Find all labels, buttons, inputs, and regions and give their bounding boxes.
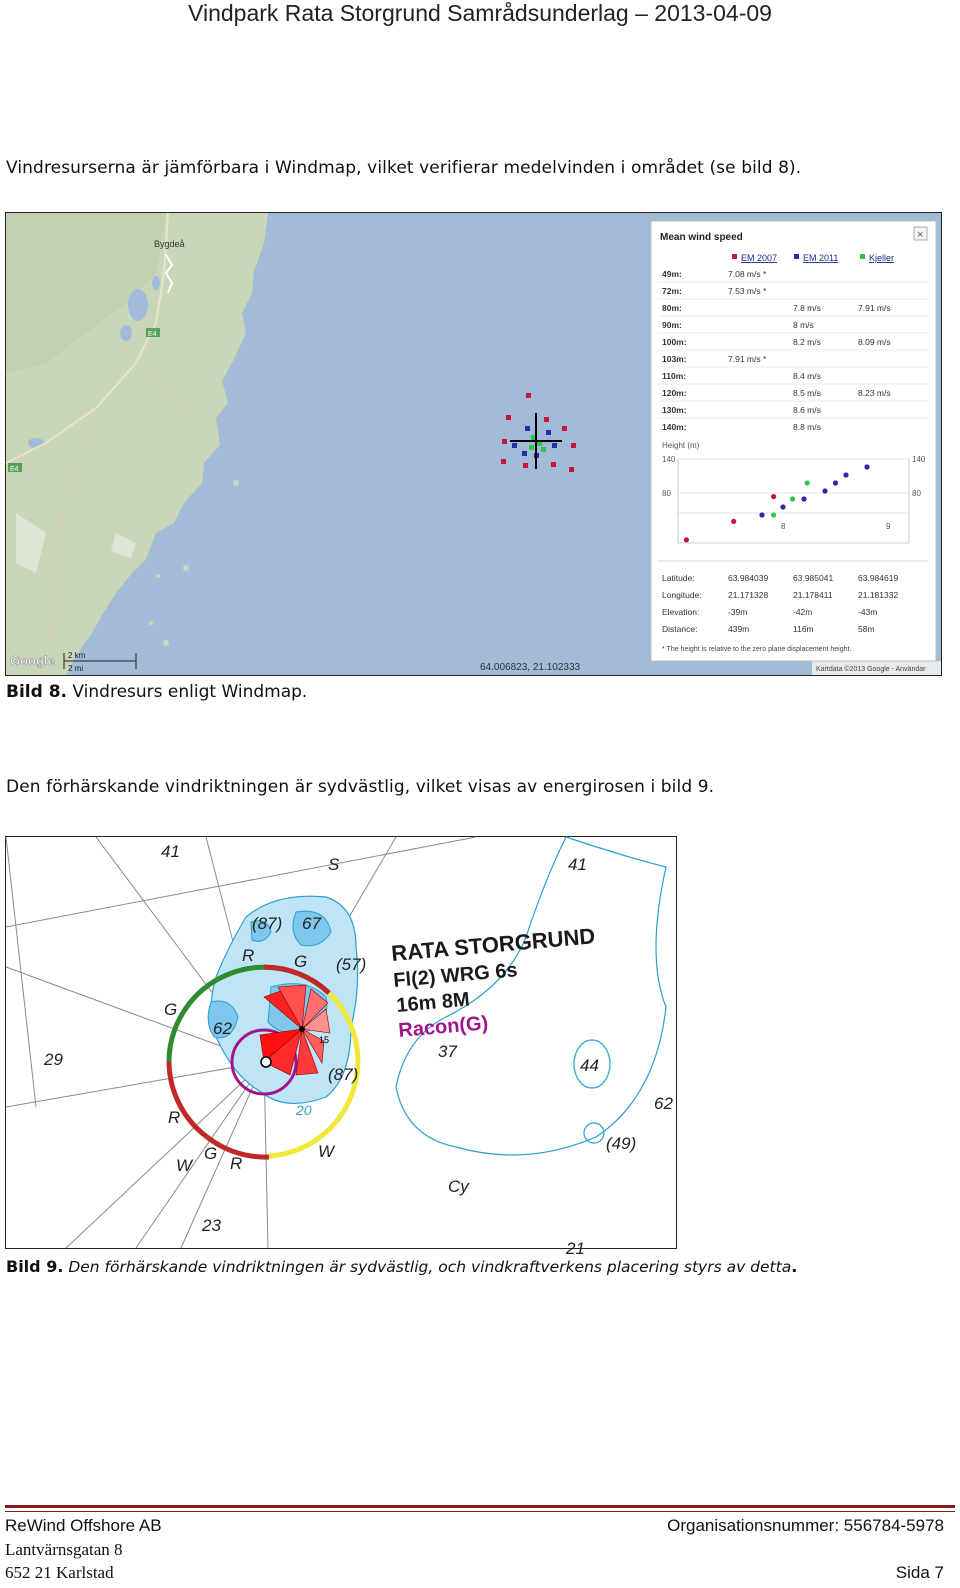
map-place-label: Bygdeå — [154, 239, 185, 249]
depth-62-left: 62 — [213, 1019, 232, 1038]
legend-label[interactable]: Kjeller — [869, 253, 895, 263]
depth-41-right: 41 — [568, 855, 587, 874]
mean-wind-panel — [651, 221, 936, 661]
footer-rule — [5, 1505, 955, 1508]
info-key: Elevation: — [662, 607, 700, 617]
depth-57: (57) — [336, 955, 367, 974]
legend-swatch — [860, 254, 865, 259]
figure-windmap — [5, 212, 942, 676]
info-key: Distance: — [662, 624, 698, 634]
row-height: 140m: — [662, 422, 687, 432]
depth-67: 67 — [302, 914, 321, 933]
y-tick-140-right: 140 — [912, 455, 926, 464]
scatter-point — [731, 519, 736, 524]
google-logo: Google — [10, 653, 55, 668]
info-value: 439m — [728, 624, 750, 634]
sector-r-bottom: R — [230, 1154, 243, 1173]
footer-rule-thin — [5, 1511, 955, 1512]
info-value: 63.984619 — [858, 573, 899, 583]
row-em2011: 8.5 m/s — [793, 388, 821, 398]
info-value: -43m — [858, 607, 878, 617]
chart-title-1: RATA STORGRUND — [390, 923, 597, 966]
panel-title: Mean wind speed — [660, 232, 743, 243]
info-value: -42m — [793, 607, 813, 617]
info-value: 63.984039 — [728, 573, 769, 583]
depth-87-top: (87) — [252, 914, 283, 933]
label-cy: Cy — [448, 1177, 469, 1196]
footer-company: ReWind Offshore AB — [5, 1516, 162, 1535]
row-height: 103m: — [662, 354, 687, 364]
legend-swatch — [732, 254, 737, 259]
scatter-point — [805, 480, 810, 485]
info-value: -39m — [728, 607, 748, 617]
row-em2011: 8.2 m/s — [793, 337, 821, 347]
caption9-label: Bild 9. — [6, 1257, 64, 1276]
scatter-point — [771, 512, 776, 517]
footer-city: 652 21 Karlstad — [5, 1563, 114, 1582]
contour-20: 20 — [296, 1102, 312, 1118]
row-height: 110m: — [662, 371, 687, 381]
depth-23: 23 — [202, 1216, 221, 1235]
rose-label-15: 15 — [319, 1035, 330, 1045]
chart-title-2: Fl(2) WRG 6s — [392, 959, 519, 992]
paragraph-windmap: Vindresurserna är jämförbara i Windmap, vilket verifierar medelvinden i området (se bild 8). — [6, 158, 802, 178]
sector-g-bottom: G — [204, 1144, 218, 1163]
footer-page: Sida 7 — [895, 1563, 944, 1582]
info-value: 21.181332 — [858, 590, 899, 600]
scatter-point — [833, 480, 838, 485]
caption-label: Bild 8. — [6, 682, 67, 702]
figure-nautical-chart — [5, 836, 677, 1258]
map-copyright: Kartdata ©2013 Google - Användar — [816, 666, 926, 673]
depth-44: 44 — [580, 1056, 599, 1075]
info-value: 21.171328 — [728, 590, 769, 600]
row-em2007: 7.53 m/s * — [728, 286, 767, 296]
road-label-2: E4 — [10, 466, 19, 473]
scatter-point — [801, 496, 806, 501]
row-em2011: 8 m/s — [793, 320, 814, 330]
caption9-end: . — [791, 1257, 798, 1276]
scatter-point — [759, 512, 764, 517]
depth-49: (49) — [606, 1134, 637, 1153]
y-tick-80-right: 80 — [912, 489, 921, 498]
row-height: 72m: — [662, 286, 682, 296]
close-icon[interactable]: × — [917, 229, 924, 241]
sector-r-left: R — [168, 1108, 181, 1127]
row-em2011: 8.4 m/s — [793, 371, 821, 381]
row-height: 100m: — [662, 337, 687, 347]
sector-g-top: G — [294, 952, 308, 971]
y-tick-140: 140 — [662, 455, 676, 464]
chart-title-3: 16m 8M — [395, 988, 471, 1017]
info-value: 116m — [793, 624, 814, 634]
scale-km: 2 km — [68, 651, 86, 660]
legend-label[interactable]: EM 2011 — [803, 253, 839, 263]
road-label: E4 — [148, 331, 157, 338]
row-em2011: 8.6 m/s — [793, 405, 821, 415]
label-s: S — [328, 855, 340, 874]
row-em2007: 7.91 m/s * — [728, 354, 767, 364]
row-height: 80m: — [662, 303, 682, 313]
sector-g-left: G — [164, 1000, 178, 1019]
scatter-point — [864, 464, 869, 469]
depth-87-bottom: (87) — [328, 1065, 359, 1084]
row-kjeller: 7.91 m/s — [858, 303, 891, 313]
footer-orgnr: Organisationsnummer: 556784-5978 — [667, 1516, 944, 1535]
caption-figure9 — [6, 1257, 797, 1276]
depth-62-right: 62 — [654, 1094, 673, 1113]
windmap-map — [6, 213, 941, 675]
scatter-point — [780, 504, 785, 509]
caption-text: Vindresurs enligt Windmap. — [67, 682, 308, 702]
row-em2011: 8.8 m/s — [793, 422, 821, 432]
row-em2011: 7.8 m/s — [793, 303, 821, 313]
depth-41-left: 41 — [161, 842, 180, 861]
chart-title-4: Racon(G) — [397, 1012, 490, 1042]
depth-37: 37 — [438, 1042, 457, 1061]
scale-mi: 2 mi — [68, 664, 84, 673]
cursor-coordinates: 64.006823, 21.102333 — [480, 662, 581, 673]
info-value: 58m — [858, 624, 875, 634]
footer-street: Lantvärnsgatan 8 — [5, 1540, 123, 1559]
scatter-point — [822, 488, 827, 493]
x-tick-8: 8 — [781, 522, 786, 531]
y-tick-80: 80 — [662, 489, 671, 498]
scatter-point — [684, 537, 689, 542]
row-height: 49m: — [662, 269, 682, 279]
depth-21: 21 — [566, 1239, 585, 1258]
legend-label[interactable]: EM 2007 — [741, 253, 778, 263]
scatter-point — [790, 496, 795, 501]
scatter-point — [843, 472, 848, 477]
x-tick-9: 9 — [886, 522, 891, 531]
scatter-point — [771, 494, 776, 499]
legend-swatch — [794, 254, 799, 259]
info-key: Latitude: — [662, 573, 695, 583]
caption-figure8 — [6, 682, 307, 702]
row-kjeller: 8.09 m/s — [858, 337, 891, 347]
sector-w-right: W — [318, 1142, 335, 1161]
depth-29: 29 — [44, 1050, 63, 1069]
sector-w-left: W — [176, 1156, 193, 1175]
info-value: 21.178411 — [793, 590, 833, 600]
row-kjeller: 8.23 m/s — [858, 388, 891, 398]
row-height: 130m: — [662, 405, 687, 415]
info-value: 63.985041 — [793, 573, 834, 583]
row-height: 90m: — [662, 320, 682, 330]
caption9-text: Den förhärskande vindriktningen är sydvästlig, och vindkraftverkens placering styrs av detta — [63, 1258, 792, 1276]
nautical-chart — [6, 837, 676, 1258]
sector-r-top: R — [242, 946, 255, 965]
page-header: Vindpark Rata Storgrund Samrådsunderlag – 2013-04-09 — [188, 0, 772, 26]
row-height: 120m: — [662, 388, 687, 398]
info-key: Longitude: — [662, 590, 702, 600]
chart-ylabel: Height (m) — [662, 441, 700, 450]
row-em2007: 7.08 m/s * — [728, 269, 767, 279]
panel-footnote: * The height is relative to the zero plane displacement height. — [662, 646, 852, 653]
paragraph-wind-direction: Den förhärskande vindriktningen är sydvästlig, vilket visas av energirosen i bild 9. — [6, 777, 715, 797]
